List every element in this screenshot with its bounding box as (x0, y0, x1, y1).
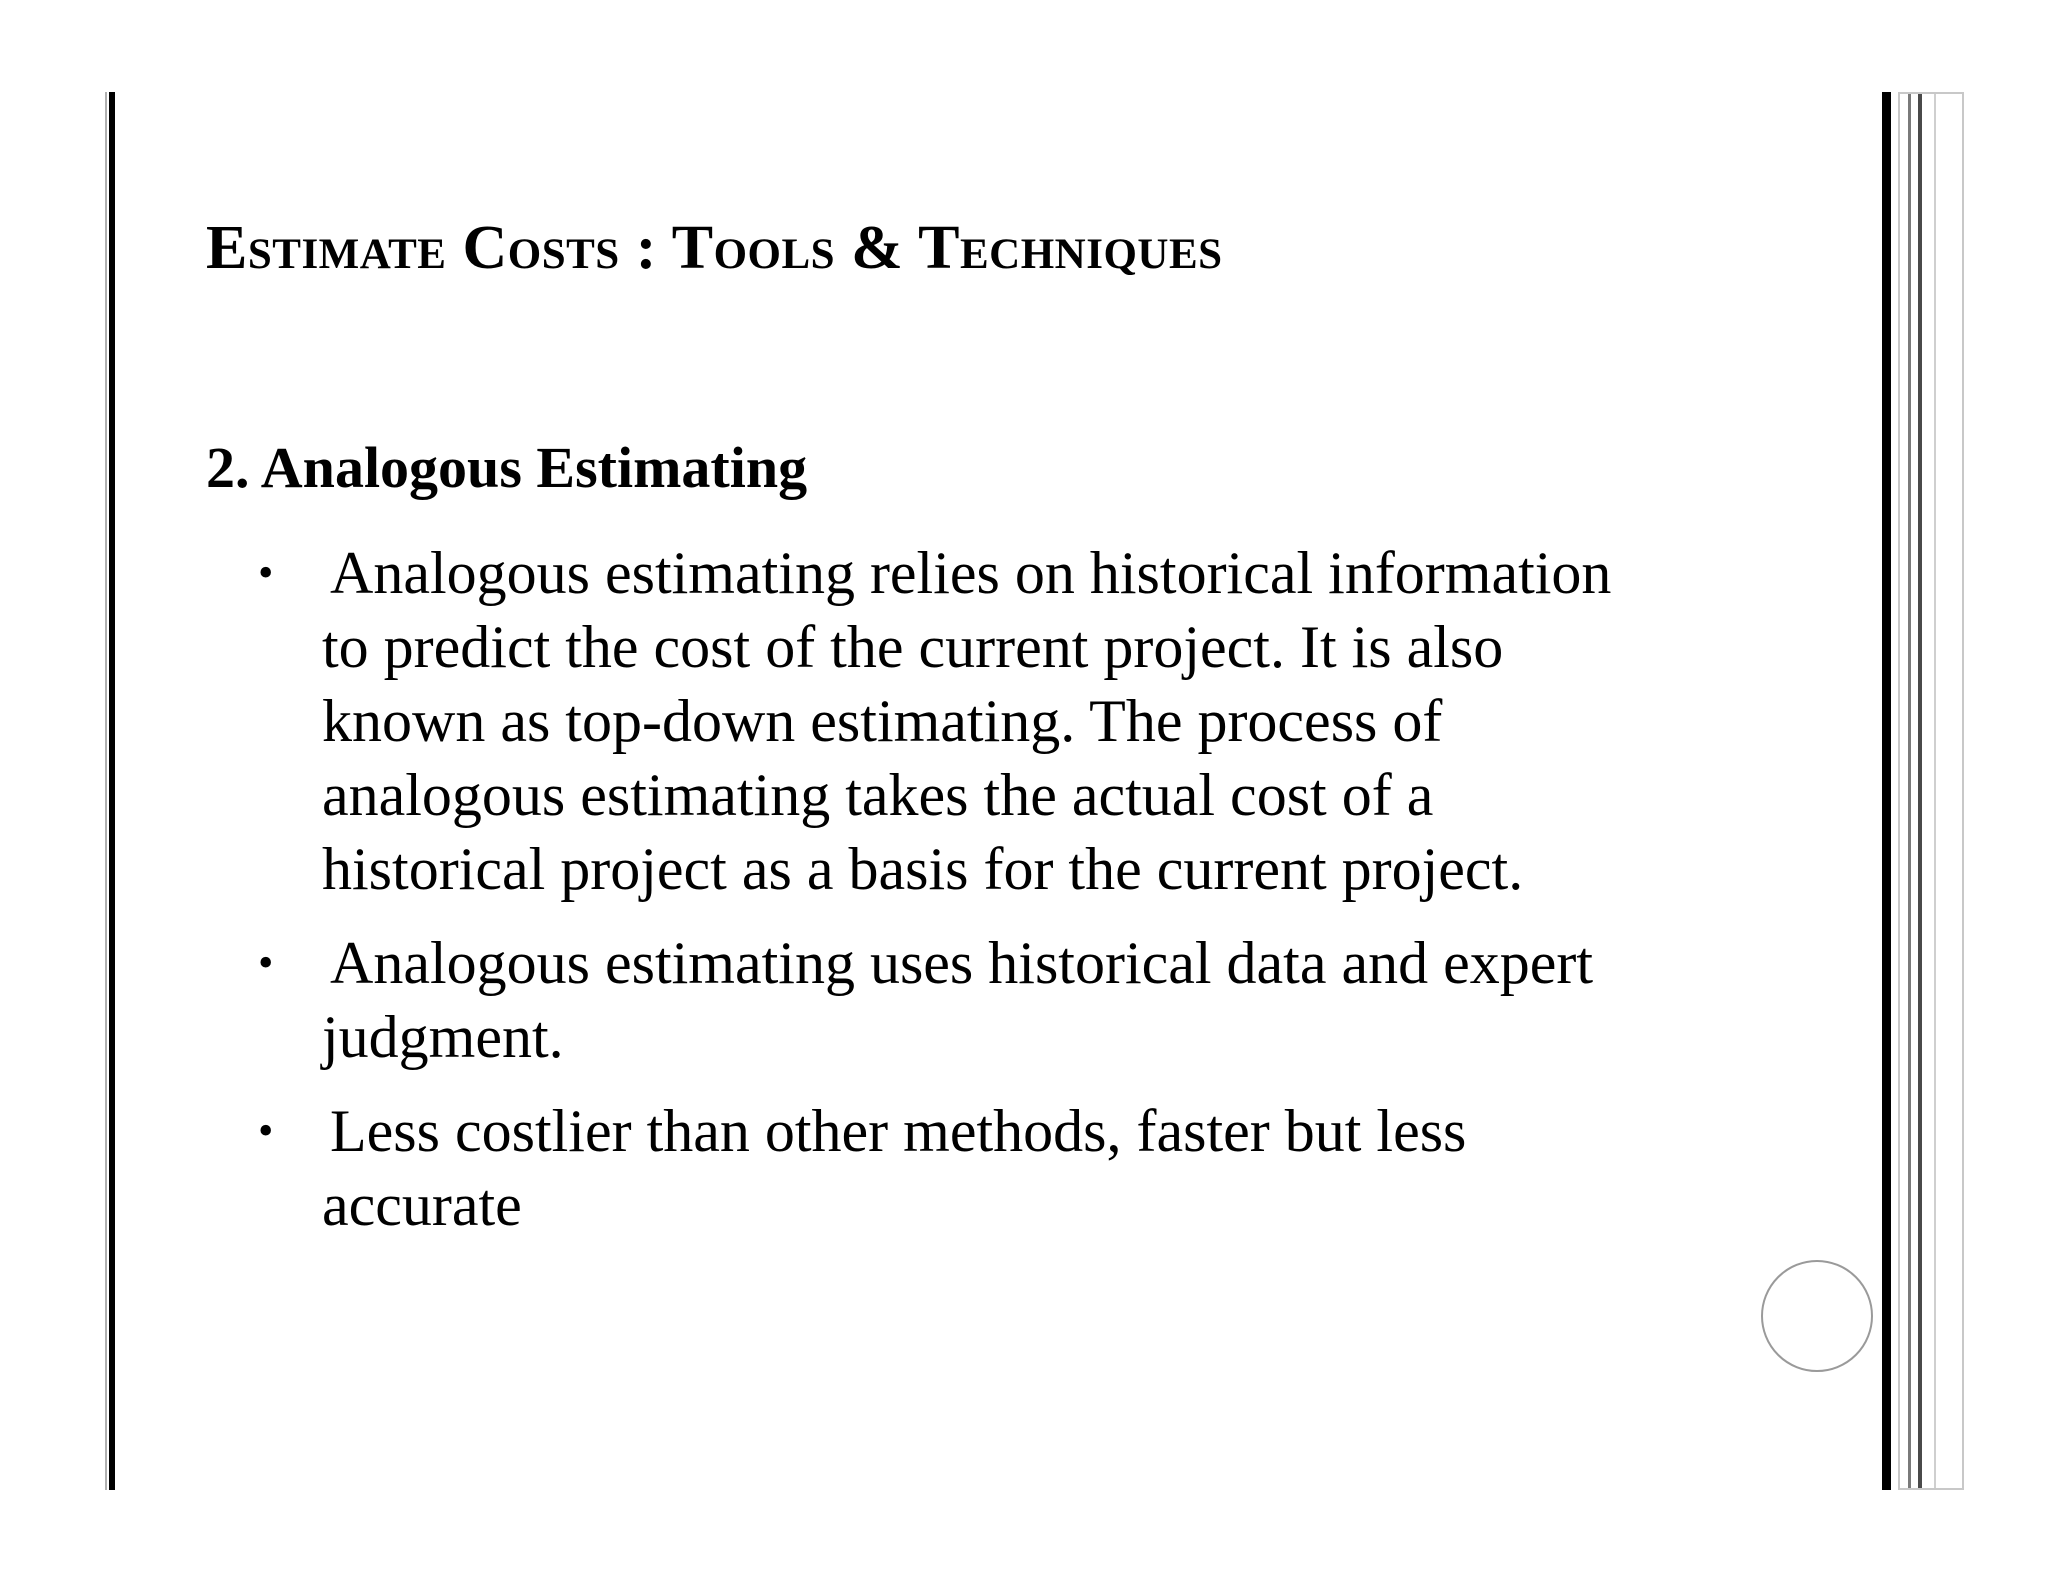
bullet-icon: • (258, 1106, 274, 1155)
bullet-list (206, 536, 1646, 1262)
left-frame-thin-rule (105, 92, 107, 1490)
bullet-icon: • (258, 548, 274, 597)
list-item (206, 536, 1646, 906)
slide-title: Estimate Costs : Tools & Techniques (206, 214, 1223, 282)
right-frame-panel (1898, 92, 1964, 1490)
right-frame-line (1918, 94, 1922, 1488)
list-item (206, 1094, 1646, 1242)
right-frame-line (1934, 94, 1936, 1488)
right-frame-rule (1882, 92, 1891, 1490)
bullet-text: Analogous estimating relies on historical information to predict the cost of the current project. It is also known as top-down estimating. The process of analogous estimating takes the actual cost of a historical project as a basis for the current project. (322, 540, 1612, 902)
section-heading: 2. Analogous Estimating (206, 435, 808, 500)
circle-icon (1761, 1260, 1873, 1372)
bullet-icon: • (258, 938, 274, 987)
right-frame-line (1908, 94, 1911, 1488)
bullet-text: Analogous estimating uses historical data and expert judgment. (322, 930, 1594, 1070)
bullet-text: Less costlier than other methods, faster but less accurate (322, 1098, 1467, 1238)
left-frame-rule (109, 92, 115, 1490)
list-item (206, 926, 1646, 1074)
